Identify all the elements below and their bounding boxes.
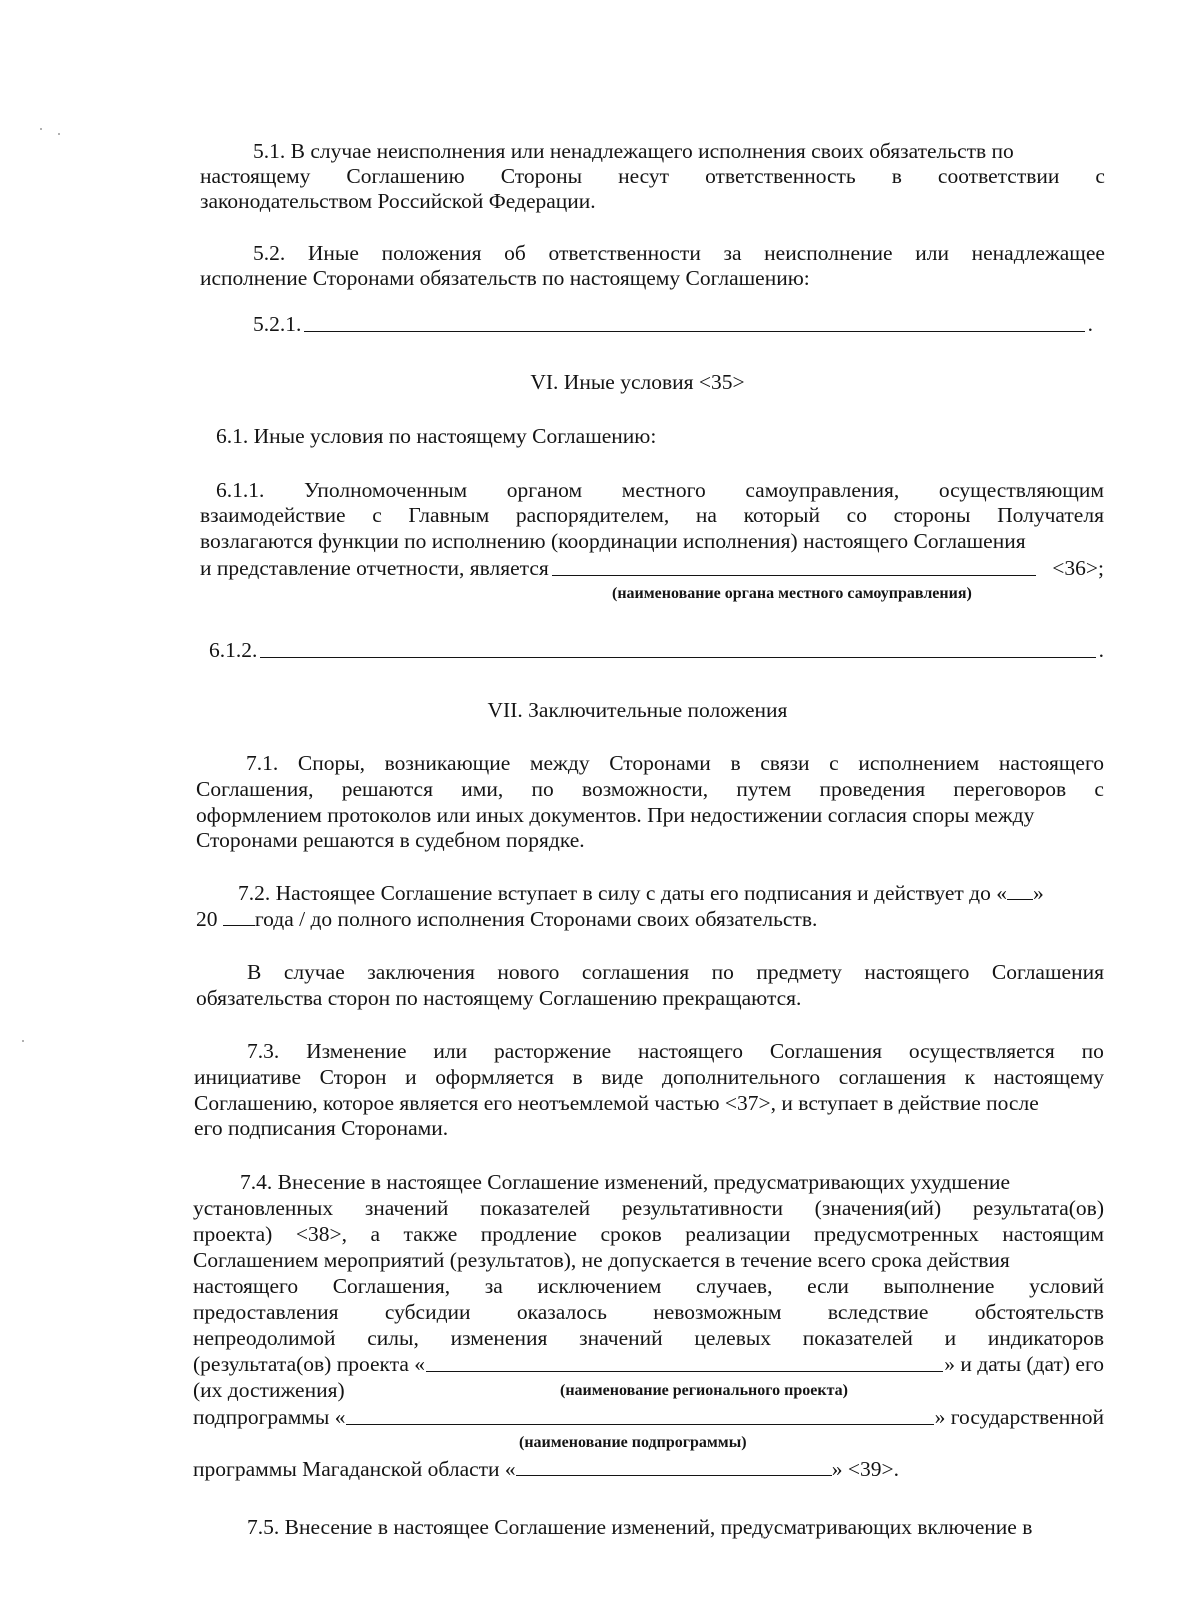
p72-line1: [238, 883, 1044, 905]
word: дополнительного: [661, 1065, 821, 1089]
section6-title: VI. Иные условия <35>: [530, 370, 745, 394]
word: настоящему: [200, 164, 311, 188]
word: а: [370, 1222, 381, 1246]
word: распорядителем,: [515, 503, 670, 527]
word: Уполномоченным: [304, 478, 468, 502]
word: настоящего: [998, 751, 1104, 775]
word: между: [529, 751, 590, 775]
word: Соглашения,: [196, 777, 314, 801]
word: неисполнение: [764, 241, 893, 265]
word: настоящего: [637, 1039, 744, 1063]
p74-line10: [193, 1407, 1104, 1429]
p73-line1: [247, 1041, 1104, 1063]
p72-line2-start: 20: [196, 907, 218, 931]
word: 7.1.: [246, 751, 279, 775]
word: ими,: [461, 777, 504, 801]
p74-line10-end: » государственной: [934, 1405, 1104, 1429]
p51-line3: законодательством Российской Федерации.: [200, 189, 596, 213]
word: непреодолимой: [193, 1326, 336, 1350]
word: Сторон: [319, 1065, 387, 1089]
word: предмету: [756, 960, 842, 984]
p611-line2: [200, 505, 1104, 527]
word: переговоров: [953, 777, 1067, 801]
p71-line2: [196, 779, 1104, 801]
word: с: [372, 503, 382, 527]
word: Соглашения: [769, 1039, 882, 1063]
word: расторжение: [494, 1039, 612, 1063]
p72-line1-start: 7.2. Настоящее Соглашение вступает в силу с даты его подписания и действует до «: [238, 881, 1007, 905]
word: если: [807, 1274, 849, 1298]
word: проекта): [193, 1222, 273, 1246]
word: Сторонами: [609, 751, 711, 775]
p74-line10-start: подпрограммы «: [193, 1405, 346, 1429]
word: настоящего: [193, 1274, 299, 1298]
p612-label: 6.1.2.: [209, 638, 258, 662]
word: Главным: [408, 503, 490, 527]
word: ответственность: [705, 164, 856, 188]
p74-caption1: (наименование регионального проекта): [560, 1382, 848, 1399]
p52-line1: [253, 243, 1105, 265]
p71-line4: Сторонами решаются в судебном порядке.: [196, 828, 585, 852]
word: с: [829, 751, 839, 775]
p611-caption: (наименование органа местного самоуправления): [612, 585, 972, 602]
p72-year-blank: [223, 925, 255, 926]
p611-line1: [216, 480, 1104, 502]
word: оформляется: [435, 1065, 554, 1089]
word: субсидии: [384, 1300, 471, 1324]
word: заключения: [367, 960, 475, 984]
word: местного: [621, 478, 706, 502]
word: В: [247, 960, 262, 984]
word: инициативе: [194, 1065, 301, 1089]
p74-line11-end: » <39>.: [831, 1457, 899, 1481]
word: и: [405, 1065, 417, 1089]
word: осуществляющим: [938, 478, 1104, 502]
scan-speck: [58, 133, 60, 135]
p74-program-blank: [516, 1475, 832, 1476]
word: и: [944, 1326, 957, 1350]
word: в: [891, 164, 902, 188]
word: силы,: [367, 1326, 419, 1350]
p611-line4-end: <36>;: [1052, 556, 1104, 580]
p72-line2-end: года / до полного исполнения Сторонами своих обязательств.: [254, 907, 818, 931]
p72-line1-end: »: [1032, 881, 1044, 905]
word: значений: [364, 1196, 449, 1220]
word: Иные: [307, 241, 359, 265]
p74-line7: [193, 1328, 1104, 1350]
word: ответственности: [548, 241, 701, 265]
word: исключением: [537, 1274, 662, 1298]
word: решаются: [341, 777, 433, 801]
word: показателей: [480, 1196, 591, 1220]
word: несут: [618, 164, 670, 188]
word: индикаторов: [987, 1326, 1104, 1350]
word: Соглашению: [346, 164, 465, 188]
word: Соглашения: [991, 960, 1104, 984]
word: 7.3.: [247, 1039, 280, 1063]
word: стороны: [893, 503, 971, 527]
p74-line6: [193, 1302, 1104, 1324]
word: Стороны: [500, 164, 583, 188]
p612-blank: [260, 656, 1095, 658]
p74-line11: [193, 1459, 899, 1481]
word: возникающие: [384, 751, 511, 775]
p521-line: [253, 314, 1093, 336]
word: (значения(ий): [814, 1196, 942, 1220]
word: невозможным: [653, 1300, 782, 1324]
word: результата(ов): [972, 1196, 1104, 1220]
word: обстоятельств: [974, 1300, 1104, 1324]
word: самоуправления,: [745, 478, 900, 502]
p521-end: .: [1087, 312, 1093, 336]
p74-line4: Соглашением мероприятий (результатов), не допускается в течение всего срока действия: [193, 1248, 1010, 1272]
p74-line11-start: программы Магаданской области «: [193, 1457, 516, 1481]
section7-title: VII. Заключительные положения: [487, 698, 788, 722]
word: проведения: [819, 777, 926, 801]
p73-line4: его подписания Сторонами.: [194, 1116, 449, 1140]
word: значений: [579, 1326, 663, 1350]
word: Изменение: [306, 1039, 407, 1063]
p611-line3: возлагаются функции по исполнению (координации исполнения) настоящего Соглашения: [200, 529, 1026, 553]
word: оказалось: [516, 1300, 607, 1324]
p74-caption2: (наименование подпрограммы): [519, 1434, 747, 1451]
scan-speck: [22, 1040, 24, 1042]
p51-line1: 5.1. В случае неисполнения или ненадлежащего исполнения своих обязательств по: [253, 139, 1014, 163]
word: случаев,: [696, 1274, 773, 1298]
p51-line2: [200, 166, 1105, 188]
word: Соглашения,: [332, 1274, 451, 1298]
word: настоящим: [1002, 1222, 1104, 1246]
word: выполнение: [883, 1274, 995, 1298]
word: Получателя: [997, 503, 1104, 527]
word: реализации: [685, 1222, 791, 1246]
word: показателей: [802, 1326, 913, 1350]
p72-day-blank: [1007, 899, 1033, 900]
word: вследствие: [827, 1300, 929, 1324]
word: связи: [760, 751, 810, 775]
word: также: [403, 1222, 458, 1246]
p74-project-blank: [426, 1370, 943, 1372]
p73-line2: [194, 1067, 1104, 1089]
p74-line2: [193, 1198, 1104, 1220]
word: который: [743, 503, 821, 527]
p74-line5: [193, 1276, 1104, 1298]
p611-line4: [200, 558, 1104, 580]
p611-blank: [552, 574, 1037, 576]
word: результативности: [621, 1196, 783, 1220]
p521-blank: [304, 330, 1084, 332]
word: предоставления: [193, 1300, 339, 1324]
word: 5.2.: [253, 241, 286, 265]
word: соглашения: [838, 1065, 946, 1089]
word: за: [484, 1274, 503, 1298]
word: взаимодействие: [200, 503, 346, 527]
word: с: [1095, 164, 1105, 188]
word: продление: [480, 1222, 577, 1246]
word: с: [1094, 777, 1104, 801]
word: <38>,: [295, 1222, 347, 1246]
p71-line3: оформлением протоколов или иных документов. При недостижении согласия споры между: [196, 803, 1035, 827]
word: об: [504, 241, 526, 265]
word: исполнением: [858, 751, 980, 775]
word: соответствии: [937, 164, 1060, 188]
word: нового: [497, 960, 560, 984]
word: случае: [283, 960, 345, 984]
word: путем: [736, 777, 792, 801]
word: соглашения: [581, 960, 690, 984]
word: на: [695, 503, 717, 527]
p611-line4-start: и представление отчетности, является: [200, 556, 549, 580]
word: положения: [381, 241, 482, 265]
p52-line2: исполнение Сторонами обязательств по настоящему Соглашению:: [200, 266, 810, 290]
p612-end: .: [1098, 638, 1104, 662]
p521-label: 5.2.1.: [253, 312, 302, 336]
p74-line9: (их достижения): [193, 1378, 345, 1402]
word: Споры,: [297, 751, 366, 775]
p612-line: [209, 640, 1104, 662]
word: со: [846, 503, 867, 527]
word: предусмотренных: [813, 1222, 979, 1246]
word: виде: [601, 1065, 644, 1089]
p72-line2: [196, 909, 817, 931]
p61-line: 6.1. Иные условия по настоящему Соглашению:: [216, 424, 657, 448]
word: установленных: [193, 1196, 334, 1220]
word: ненадлежащее: [971, 241, 1105, 265]
word: по: [1081, 1039, 1104, 1063]
word: сроков: [600, 1222, 662, 1246]
scan-speck: [40, 128, 42, 130]
word: по: [711, 960, 734, 984]
word: условий: [1029, 1274, 1104, 1298]
word: за: [723, 241, 742, 265]
word: осуществляется: [908, 1039, 1055, 1063]
word: к: [964, 1065, 976, 1089]
word: или: [433, 1039, 468, 1063]
p72b-line2: обязательства сторон по настоящему Соглашению прекращаются.: [196, 986, 802, 1010]
word: в: [730, 751, 741, 775]
p74-subprogram-blank: [346, 1423, 933, 1425]
p74-line8: [193, 1354, 1104, 1376]
word: целевых: [694, 1326, 772, 1350]
p74-line1: 7.4. Внесение в настоящее Соглашение изменений, предусматривающих ухудшение: [240, 1170, 1011, 1194]
p74-line8-end: » и даты (дат) его: [944, 1352, 1104, 1376]
p72b-line1: [247, 962, 1104, 984]
word: возможности,: [581, 777, 709, 801]
p75-line1: 7.5. Внесение в настоящее Соглашение изменений, предусматривающих включение в: [247, 1515, 1033, 1539]
word: органом: [506, 478, 583, 502]
p73-line3: Соглашению, которое является его неотъемлемой частью <37>, и вступает в действие после: [194, 1091, 1039, 1115]
word: в: [572, 1065, 583, 1089]
word: изменения: [450, 1326, 548, 1350]
p74-line8-start: (результата(ов) проекта «: [193, 1352, 426, 1376]
p71-line1: [246, 753, 1104, 775]
word: настоящего: [864, 960, 970, 984]
word: 6.1.1.: [216, 478, 265, 502]
word: или: [915, 241, 949, 265]
p74-line3: [193, 1224, 1104, 1246]
word: по: [531, 777, 554, 801]
word: настоящему: [993, 1065, 1104, 1089]
